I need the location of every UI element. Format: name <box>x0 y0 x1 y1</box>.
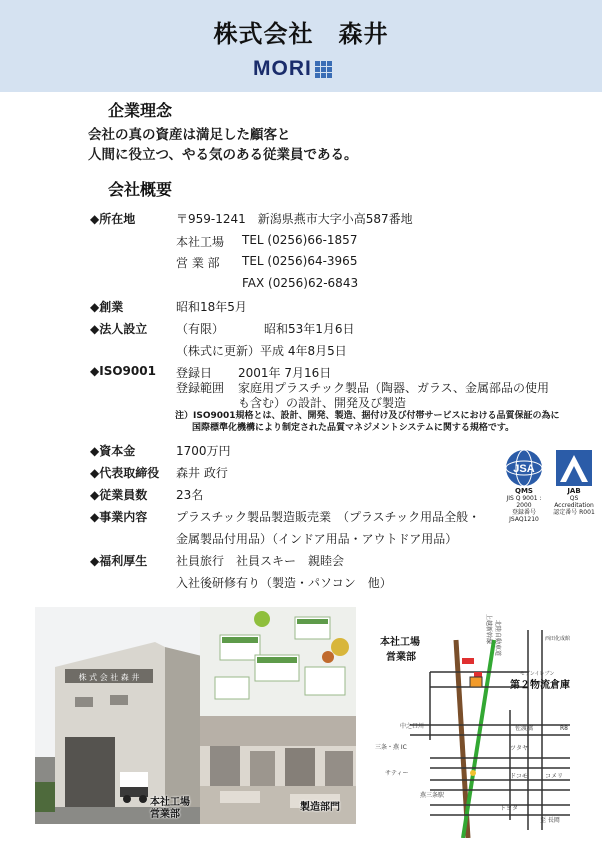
map-river: 中之口川 <box>400 723 425 730</box>
warehouse-marker <box>470 677 482 687</box>
jsa-logo-text: JSA <box>513 463 535 475</box>
ceo-value: 森井 政行 <box>176 466 228 480</box>
company-logo <box>253 58 332 80</box>
welfare-line: 入社後研修有り（製造・パソコン 他） <box>176 576 392 590</box>
building-caption-line: 営業部 <box>150 809 180 820</box>
address: 〒959-1241 新潟県燕市大字小高587番地 <box>176 212 413 226</box>
iso-note-line: 国際標準化機構により制定された品質マネジメントシステムに関する規格です。 <box>192 423 515 433</box>
certification-logos <box>501 448 600 523</box>
employees-label: ◆従業員数 <box>90 488 148 502</box>
location-label: ◆所在地 <box>90 212 136 226</box>
logo-text: MORI <box>253 57 312 80</box>
iso-scope-label: 登録範囲 <box>176 381 225 395</box>
jab-caption-main: JAB <box>567 487 581 495</box>
jsa-caption-reg: 登録番号 JSAQ1210 <box>509 509 539 523</box>
page-header <box>0 0 602 92</box>
sales-tel: TEL (0256)64-3965 <box>242 254 358 268</box>
map-station: 燕三条駅 <box>420 792 445 799</box>
logo-dots-icon <box>315 61 332 78</box>
access-map <box>370 600 602 838</box>
map-drawing <box>370 600 602 838</box>
jsa-caption <box>501 488 547 523</box>
welfare-line: 社員旅行 社員スキー 親睦会 <box>176 554 345 568</box>
map-location-title: 本社工場 <box>380 637 420 648</box>
jsa-certificate <box>501 448 547 523</box>
welfare-label: ◆福利厚生 <box>90 554 148 568</box>
iso-note-line: 注）ISO9001規格とは、設計、開発、製造、据付け及び付帯サービスにおける品質保証の為に <box>175 411 560 421</box>
building-sign-text: 株 式 会 社 森 井 <box>78 673 140 682</box>
hq-marker <box>462 658 474 664</box>
map-landmark: トヨタ <box>500 805 519 812</box>
iso-reg-date: 2001年 7月16日 <box>238 366 332 380</box>
overview-heading: 会社概要 <box>108 180 173 199</box>
map-location-title: 営業部 <box>386 652 416 663</box>
iso-label: ◆ISO9001 <box>90 364 156 378</box>
map-direction: 至 長岡 <box>540 817 560 824</box>
iso-note <box>175 410 560 434</box>
map-landmark: コメリ <box>545 773 564 780</box>
founded-label: ◆創業 <box>90 300 124 314</box>
building-image <box>35 607 206 824</box>
jab-caption-reg: 認定番号 R001 <box>553 509 595 516</box>
jsa-caption-sub: JIS Q 9001 : 2000 <box>506 495 542 509</box>
map-landmark: ツタヤ <box>510 745 528 752</box>
incorporation-type: （有限） <box>176 322 225 336</box>
philosophy-heading: 企業理念 <box>108 101 173 120</box>
incorporation-update: （株式に更新）平成 4年8月5日 <box>176 344 347 358</box>
incorporation-date: 昭和53年1月6日 <box>264 322 355 336</box>
jab-caption <box>551 488 597 516</box>
building-caption-line: 本社工場 <box>150 797 190 808</box>
map-rail-label: 上越新幹線 <box>485 614 492 645</box>
capital-value: 1700万円 <box>176 444 231 458</box>
business-line: プラスチック製品製造販売業 （プラスチック用品全般・ <box>176 510 481 524</box>
sales-fax: FAX (0256)62-6843 <box>242 276 359 290</box>
capital-label: ◆資本金 <box>90 444 136 458</box>
map-warehouse-label: 第２物流倉庫 <box>510 680 570 691</box>
jab-certificate <box>551 448 597 516</box>
factory-caption: 製造部門 <box>300 802 340 813</box>
map-bridge: 佐渡橋 <box>515 725 534 732</box>
sales-label: 営 業 部 <box>176 256 220 270</box>
philosophy-line: 会社の真の資産は満足した顧客と <box>88 127 291 143</box>
factory-photo <box>200 716 356 824</box>
building-caption <box>150 797 190 821</box>
map-road-label: 北陸自動車道 <box>494 620 501 657</box>
map-landmark: セブンイレブン <box>520 671 555 677</box>
map-route: R8 <box>560 725 568 732</box>
iso-reg-date-label: 登録日 <box>176 366 213 380</box>
philosophy-text <box>88 125 357 165</box>
business-line: 金属製品付用品）（インドア用品・アウトドア用品） <box>176 532 458 546</box>
map-landmark: ドコモ <box>510 773 528 780</box>
factory-label: 本社工場 <box>176 235 225 249</box>
products-image <box>200 607 356 716</box>
map-landmark: 西田化成館 <box>545 636 571 642</box>
jab-caption-sub: QS Accreditation <box>554 495 594 509</box>
iso-scope: も含む）の設計、開発及び製造 <box>238 396 407 410</box>
map-ic: 三条・燕 IC <box>375 744 407 751</box>
building-photo <box>35 607 206 824</box>
business-label: ◆事業内容 <box>90 510 148 524</box>
iso-scope: 家庭用プラスチック製品（陶器、ガラス、金属部品の使用 <box>238 381 550 395</box>
jsa-globe-icon <box>501 448 547 488</box>
jsa-caption-main: QMS <box>515 487 533 495</box>
employees-value: 23名 <box>176 488 204 502</box>
jab-mark-icon <box>551 448 597 488</box>
incorporation-label: ◆法人設立 <box>90 322 148 336</box>
factory-tel: TEL (0256)66-1857 <box>242 233 358 247</box>
map-landmark: サティー <box>385 770 409 777</box>
philosophy-line: 人間に役立つ、やる気のある従業員である。 <box>88 147 358 163</box>
founded-value: 昭和18年5月 <box>176 300 247 314</box>
ceo-label: ◆代表取締役 <box>90 466 160 480</box>
products-photo <box>200 607 356 716</box>
company-name: 株式会社 森井 <box>213 20 389 48</box>
